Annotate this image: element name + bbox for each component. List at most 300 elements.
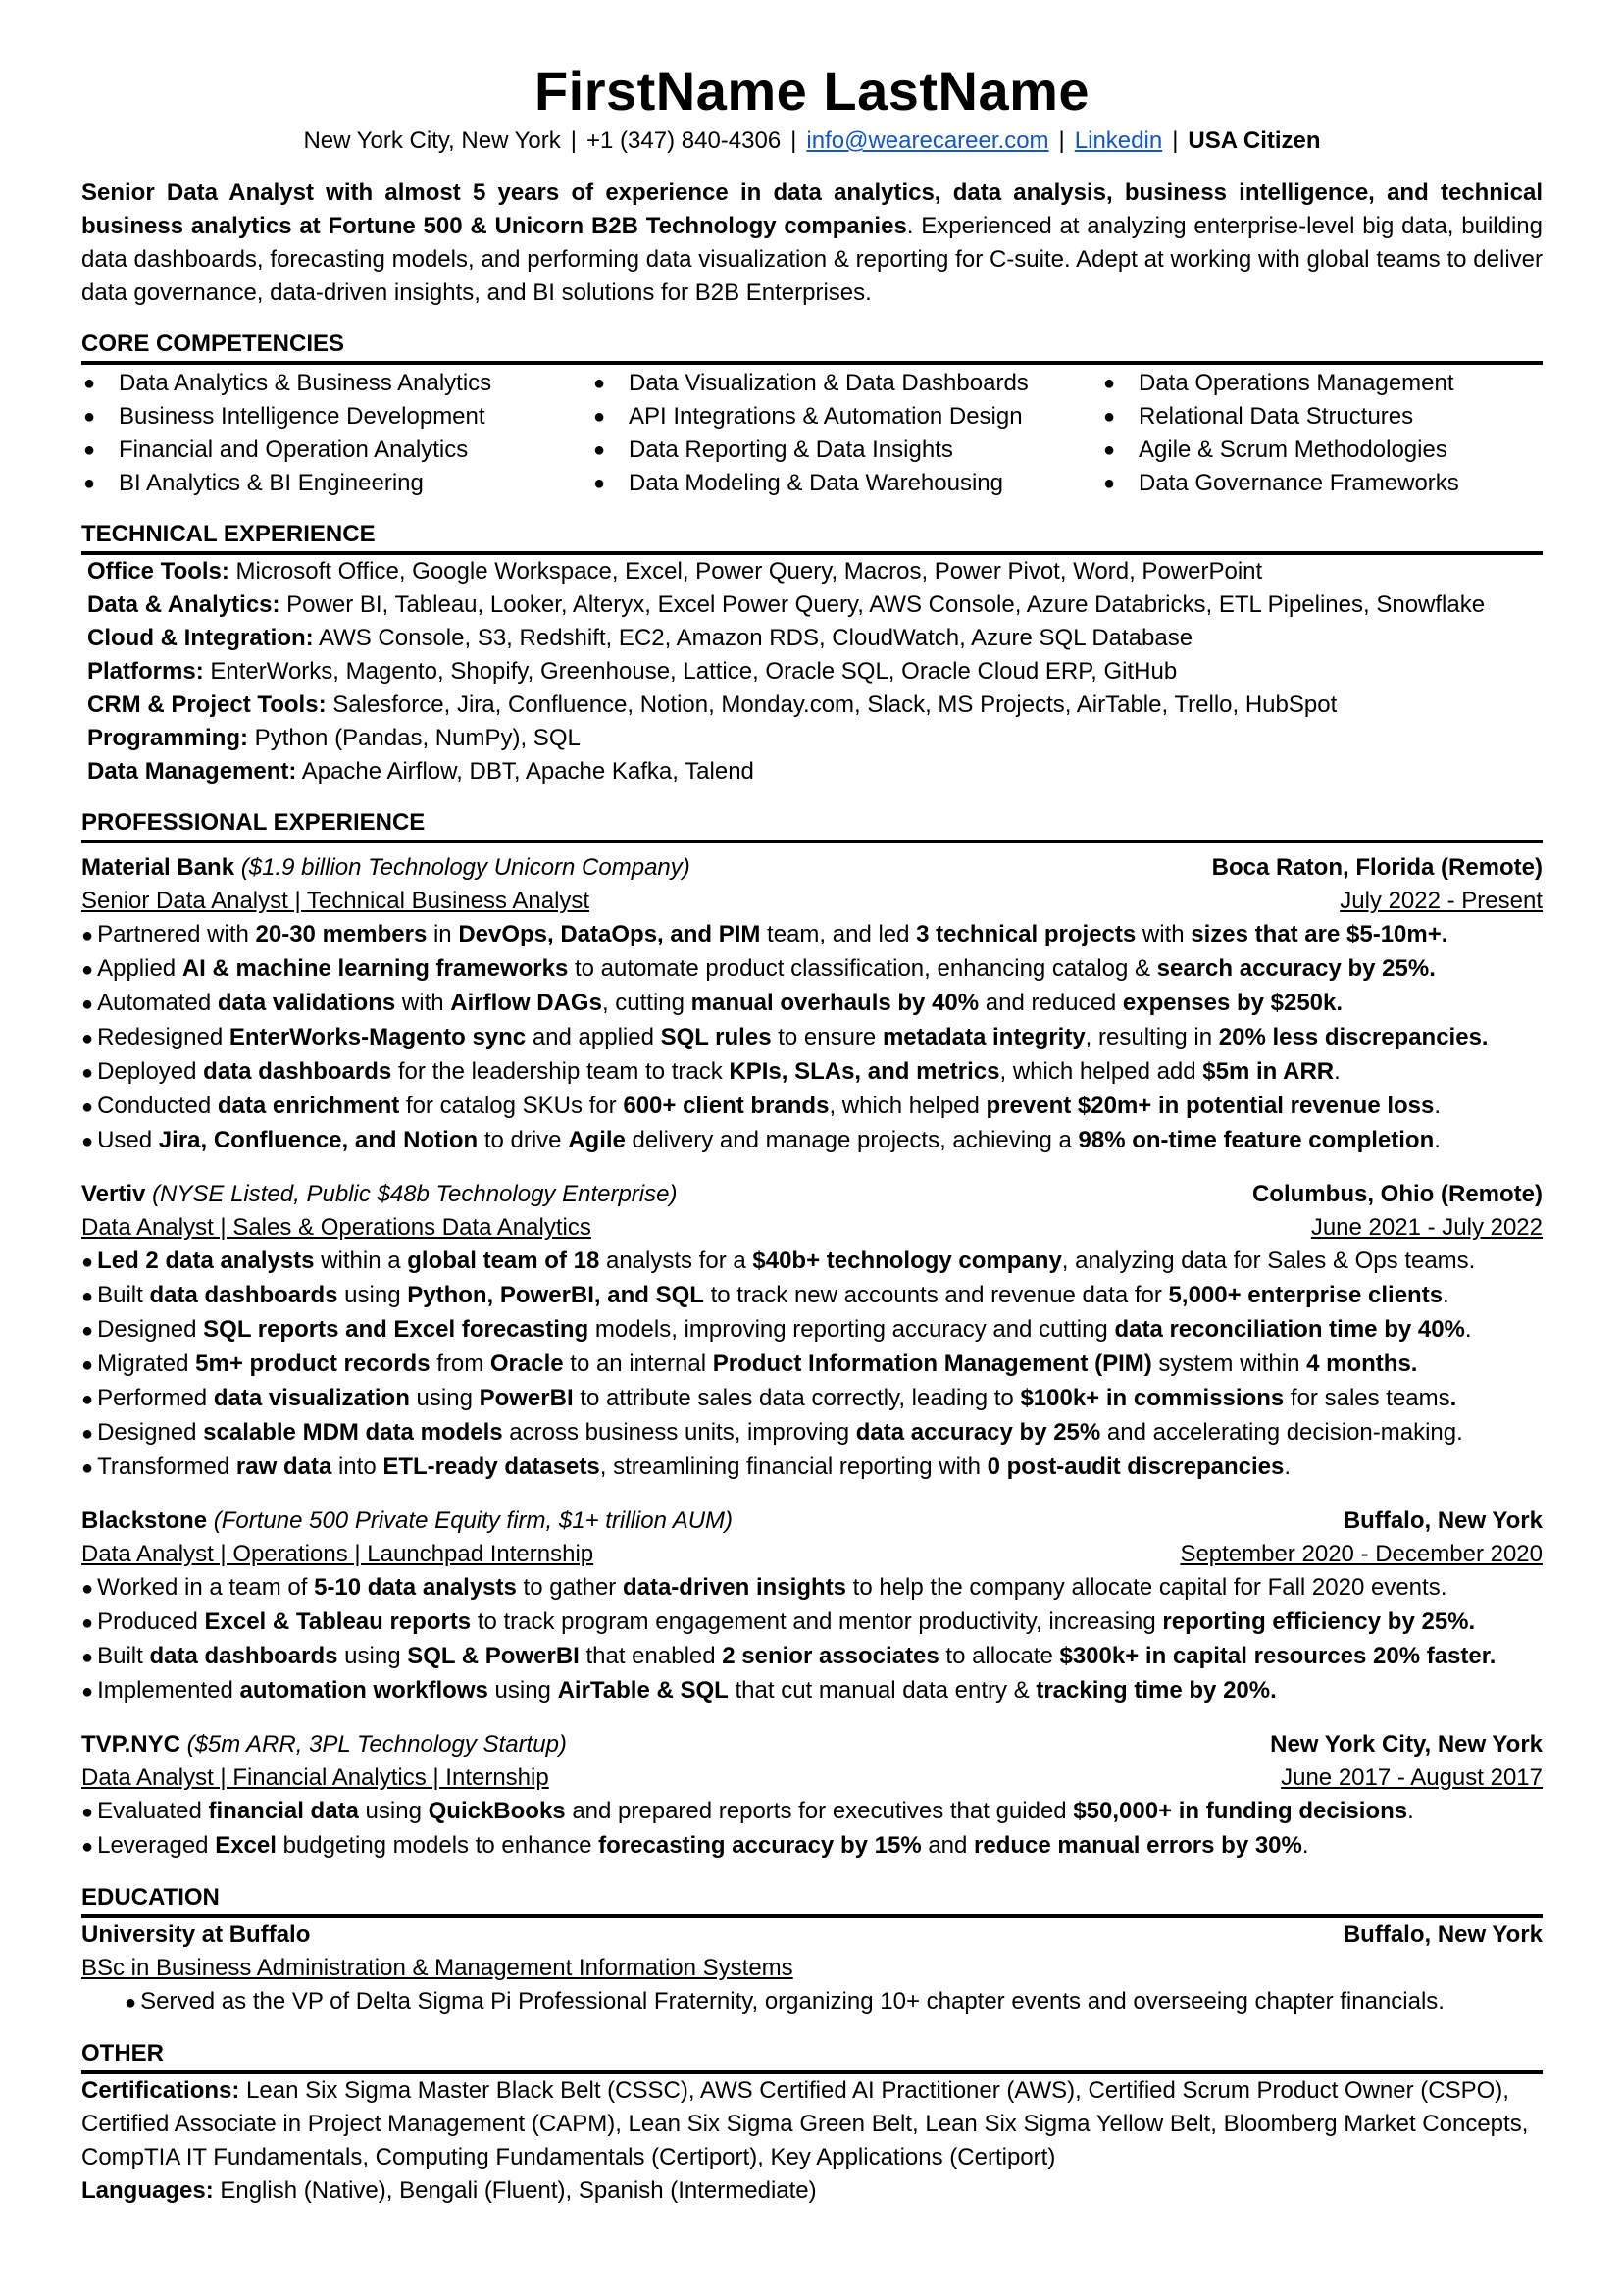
bullet-icon: ● <box>1103 373 1116 394</box>
job-location: Buffalo, New York <box>1343 1507 1543 1534</box>
company <box>81 1504 733 1538</box>
summary-rest: . Experienced at analyzing enterprise-level big data, building data dashboards, forecasting models, and performing data visualization & reporting for C-suite. Adept at working with global teams to deliver data governance, data-driven insights, and BI solutions for B2B Enterprises. <box>81 213 1543 306</box>
bullet-text: Built <box>97 1643 150 1669</box>
technical-label: Office Tools: <box>87 558 229 585</box>
bullet-text: Product Information Management (PIM) <box>712 1351 1152 1377</box>
job-bullet <box>81 1090 1543 1124</box>
bullet-text: reduce manual errors by 30% <box>974 1832 1302 1859</box>
job-header <box>81 1178 1543 1211</box>
bullet-text: Excel <box>215 1832 277 1859</box>
job-bullet <box>81 1313 1543 1348</box>
bullet-text: SQL reports and Excel forecasting <box>203 1316 589 1343</box>
bullet-text: and applied <box>526 1024 661 1050</box>
resume-page <box>81 57 1543 2208</box>
bullet-text: KPIs, SLAs, and metrics <box>729 1058 1000 1085</box>
job-header <box>81 851 1543 885</box>
job-bullet <box>81 1795 1543 1829</box>
bullet-text: that enabled <box>579 1643 723 1669</box>
bullet-text: financial data <box>208 1798 359 1824</box>
candidate-name: FirstName LastName <box>533 60 1091 122</box>
competency-text: Data Governance Frameworks <box>1139 470 1459 496</box>
bullet-text: forecasting accuracy by 15% <box>598 1832 922 1859</box>
competencies-grid <box>81 367 1543 500</box>
bullet-text: data dashboards <box>203 1058 392 1085</box>
bullet-text: metadata integrity <box>882 1024 1086 1050</box>
job-entry <box>81 1504 1543 1708</box>
bullet-text: tracking time by 20%. <box>1036 1677 1277 1704</box>
company-name: Material Bank <box>81 854 235 881</box>
separator: | <box>790 127 797 154</box>
job-title: Senior Data Analyst | Technical Business Analyst <box>81 888 590 914</box>
bullet-text: and prepared reports for executives that guided <box>565 1798 1074 1824</box>
bullet-text: Conducted <box>97 1093 218 1119</box>
technical-line <box>81 588 1543 622</box>
bullet-text: . <box>1449 1385 1457 1411</box>
bullet-text: reporting efficiency by 25%. <box>1162 1608 1476 1635</box>
bullet-text: Built <box>97 1282 150 1308</box>
competency-item <box>591 367 1101 400</box>
bullet-text: 0 post-audit discrepancies <box>987 1453 1285 1480</box>
bullet-icon: ● <box>81 1423 94 1445</box>
bullet-text: models, improving reporting accuracy and cutting <box>588 1316 1115 1343</box>
bullet-text: for the leadership team to track <box>391 1058 730 1085</box>
competency-item <box>1101 400 1543 433</box>
bullet-text: into <box>331 1453 383 1480</box>
citizenship-text: USA Citizen <box>1188 127 1321 154</box>
education-bullet <box>81 1985 1543 2019</box>
separator: | <box>1172 127 1179 154</box>
bullet-text: data dashboards <box>149 1643 338 1669</box>
competency-item <box>81 467 591 500</box>
section-title-education: EDUCATION <box>81 1883 1543 1918</box>
bullet-text: delivery and manage projects, achieving a <box>625 1127 1079 1153</box>
bullet-text: using <box>337 1643 408 1669</box>
job-bullet <box>81 1348 1543 1382</box>
bullet-text: Migrated <box>97 1351 196 1377</box>
technical-label: CRM & Project Tools: <box>87 691 327 718</box>
bullet-text: system within <box>1151 1351 1307 1377</box>
bullet-icon: ● <box>593 473 606 494</box>
bullet-icon: ● <box>593 406 606 428</box>
bullet-text: to an internal <box>563 1351 713 1377</box>
job-location: New York City, New York <box>1270 1731 1543 1758</box>
bullet-text: and <box>921 1832 975 1859</box>
bullet-icon: ● <box>81 1612 94 1634</box>
job-dates: June 2021 - July 2022 <box>1310 1214 1543 1241</box>
technical-line <box>81 688 1543 722</box>
location-text: New York City, New York <box>303 127 561 154</box>
competency-item <box>591 467 1101 500</box>
bullet-icon: ● <box>593 439 606 461</box>
bullet-text: and reduced <box>979 990 1123 1016</box>
bullet-text: analysts for a <box>599 1248 753 1274</box>
bullet-text: manual overhauls by 40% <box>690 990 980 1016</box>
bullet-text: $50,000+ in funding decisions <box>1073 1798 1408 1824</box>
bullet-text: across business units, improving <box>502 1419 856 1446</box>
languages-value: English (Native), Bengali (Fluent), Spanish (Intermediate) <box>213 2177 817 2204</box>
school-location: Buffalo, New York <box>1343 1921 1543 1948</box>
job-bullet <box>81 1382 1543 1416</box>
bullet-icon: ● <box>81 1320 94 1342</box>
company-descriptor: (NYSE Listed, Public $48b Technology Enterprise) <box>152 1181 678 1207</box>
bullet-text: 3 technical projects <box>916 921 1137 947</box>
bullet-icon: ● <box>83 373 96 394</box>
technical-line <box>81 722 1543 755</box>
competency-text: Financial and Operation Analytics <box>119 436 469 463</box>
bullet-text: Python, PowerBI, and SQL <box>407 1282 704 1308</box>
technical-label: Programming: <box>87 725 249 751</box>
bullet-text: global team of 18 <box>407 1248 600 1274</box>
bullet-text: , cutting <box>601 990 691 1016</box>
bullet-text: with <box>1136 921 1192 947</box>
job-entry <box>81 851 1543 1158</box>
bullet-icon: ● <box>81 1062 94 1084</box>
bullet-text: Oracle <box>489 1351 564 1377</box>
job-role-line <box>81 1761 1543 1795</box>
education-header <box>81 1918 1543 1952</box>
technical-line <box>81 655 1543 688</box>
bullet-text: Leveraged <box>97 1832 216 1859</box>
bullet-text: data visualization <box>213 1385 410 1411</box>
bullet-icon: ● <box>81 1286 94 1307</box>
bullet-text: that cut manual data entry & <box>728 1677 1037 1704</box>
bullet-text: for catalog SKUs for <box>399 1093 624 1119</box>
technical-value: Power BI, Tableau, Looker, Alteryx, Excel Power Query, AWS Console, Azure Databricks, ETL Pipelines, Snowflake <box>279 591 1486 618</box>
job-bullet <box>81 1021 1543 1055</box>
bullet-text: Worked in a team of <box>97 1574 315 1601</box>
bullet-text: 2 senior associates <box>722 1643 939 1669</box>
bullet-icon: ● <box>81 1389 94 1410</box>
bullet-text: to allocate <box>939 1643 1060 1669</box>
bullet-text: team, and led <box>760 921 917 947</box>
bullet-text: $100k+ in commissions <box>1020 1385 1285 1411</box>
bullet-text: in <box>427 921 459 947</box>
bullet-icon: ● <box>81 1836 94 1858</box>
competency-item <box>1101 367 1543 400</box>
bullet-text: DevOps, DataOps, and PIM <box>458 921 761 947</box>
bullet-text: prevent $20m+ in potential revenue loss <box>986 1093 1435 1119</box>
bullet-text: and accelerating decision-making. <box>1100 1419 1463 1446</box>
bullet-text: to gather <box>516 1574 623 1601</box>
job-bullet <box>81 1245 1543 1279</box>
job-bullet <box>81 1451 1543 1485</box>
company <box>81 851 690 885</box>
bullet-text: data dashboards <box>149 1282 338 1308</box>
job-bullet <box>81 1829 1543 1863</box>
email-link[interactable]: info@wearecareer.com <box>806 127 1049 154</box>
bullet-icon: ● <box>81 994 94 1015</box>
bullet-text: AI & machine learning frameworks <box>181 955 569 982</box>
languages-label: Languages: <box>81 2177 214 2204</box>
competency-item <box>591 400 1101 433</box>
professional-summary <box>81 177 1543 310</box>
bullet-icon: ● <box>593 373 606 394</box>
bullet-text: using <box>487 1677 558 1704</box>
competency-text: Data Visualization & Data Dashboards <box>629 370 1029 396</box>
bullet-text: data reconciliation time by 40% <box>1114 1316 1465 1343</box>
bullet-text: Transformed <box>97 1453 236 1480</box>
bullet-icon: ● <box>83 439 96 461</box>
bullet-text: 5-10 data analysts <box>314 1574 517 1601</box>
bullet-text: Automated <box>97 990 218 1016</box>
bullet-icon: ● <box>81 925 94 946</box>
job-header <box>81 1728 1543 1761</box>
bullet-text: data accuracy by 25% <box>855 1419 1101 1446</box>
bullet-text: , which helped <box>829 1093 987 1119</box>
bullet-text: data-driven insights <box>622 1574 846 1601</box>
bullet-text: AirTable & SQL <box>557 1677 729 1704</box>
bullet-text: Served as the VP of Delta Sigma Pi Professional Fraternity, organizing 10+ chapter events and overseeing chapter financials. <box>140 1988 1445 2014</box>
job-bullet <box>81 1674 1543 1708</box>
bullet-text: Designed <box>97 1316 204 1343</box>
competency-text: Relational Data Structures <box>1139 403 1414 430</box>
competency-text: BI Analytics & BI Engineering <box>119 470 424 496</box>
company-name: Blackstone <box>81 1507 208 1534</box>
technical-list <box>81 555 1543 789</box>
job-title: Data Analyst | Financial Analytics | Internship <box>81 1764 549 1791</box>
competency-text: Business Intelligence Development <box>119 403 485 430</box>
bullet-text: Applied <box>97 955 182 982</box>
separator: | <box>1058 127 1065 154</box>
competency-text: API Integrations & Automation Design <box>629 403 1023 430</box>
bullet-text: $5m in ARR <box>1202 1058 1335 1085</box>
languages <box>81 2174 1543 2208</box>
bullet-text: . <box>1301 1832 1309 1859</box>
bullet-text: . <box>1443 1282 1449 1308</box>
bullet-text: 5m+ product records <box>195 1351 431 1377</box>
job-entry <box>81 1178 1543 1485</box>
bullet-text: $300k+ in capital resources 20% faster. <box>1059 1643 1497 1669</box>
bullet-text: to help the company allocate capital for Fall 2020 events. <box>846 1574 1447 1601</box>
bullet-icon: ● <box>1103 406 1116 428</box>
competency-item <box>591 433 1101 467</box>
bullet-text: Led 2 data analysts <box>97 1248 315 1274</box>
job-entry <box>81 1728 1543 1863</box>
bullet-icon: ● <box>81 959 94 981</box>
bullet-icon: ● <box>81 1354 94 1376</box>
bullet-text: Airflow DAGs <box>450 990 602 1016</box>
bullet-text: data enrichment <box>217 1093 400 1119</box>
bullet-text: SQL & PowerBI <box>407 1643 580 1669</box>
competency-item <box>81 367 591 400</box>
job-role-line <box>81 1211 1543 1245</box>
bullet-icon: ● <box>81 1578 94 1600</box>
bullet-text: using <box>358 1798 429 1824</box>
bullet-text: to track program engagement and mentor productivity, increasing <box>471 1608 1163 1635</box>
bullet-text: Partnered with <box>97 921 256 947</box>
bullet-text: 600+ client brands <box>623 1093 830 1119</box>
bullet-text: automation workflows <box>239 1677 488 1704</box>
job-bullet <box>81 952 1543 987</box>
technical-value: EnterWorks, Magento, Shopify, Greenhouse, Lattice, Oracle SQL, Oracle Cloud ERP, GitHub <box>203 658 1178 685</box>
bullet-icon: ● <box>81 1681 94 1703</box>
bullet-text: data validations <box>217 990 396 1016</box>
bullet-text: Excel & Tableau reports <box>204 1608 472 1635</box>
competency-text: Data Analytics & Business Analytics <box>119 370 492 396</box>
bullet-text: 20% less discrepancies. <box>1218 1024 1489 1050</box>
bullet-text: 98% on-time feature completion <box>1078 1127 1435 1153</box>
bullet-text: . <box>1464 1316 1472 1343</box>
bullet-text: . <box>1434 1127 1441 1153</box>
certifications-label: Certifications: <box>81 2077 240 2104</box>
bullet-text: for sales teams <box>1284 1385 1450 1411</box>
bullet-text: using <box>409 1385 480 1411</box>
bullet-text: Produced <box>97 1608 205 1635</box>
bullet-text: QuickBooks <box>428 1798 566 1824</box>
technical-value: Python (Pandas, NumPy), SQL <box>248 725 581 751</box>
bullet-icon: ● <box>83 473 96 494</box>
bullet-text: , resulting in <box>1085 1024 1219 1050</box>
job-location: Columbus, Ohio (Remote) <box>1252 1181 1543 1207</box>
bullet-text: using <box>337 1282 408 1308</box>
bullet-icon: ● <box>1103 439 1116 461</box>
linkedin-link[interactable]: Linkedin <box>1074 127 1163 154</box>
bullet-text: 4 months. <box>1306 1351 1418 1377</box>
bullet-text: . <box>1434 1093 1442 1119</box>
competency-item <box>81 433 591 467</box>
job-bullet <box>81 1055 1543 1090</box>
separator: | <box>570 127 578 154</box>
job-title: Data Analyst | Operations | Launchpad Internship <box>81 1541 594 1567</box>
section-title-technical: TECHNICAL EXPERIENCE <box>81 520 1543 555</box>
technical-label: Data & Analytics: <box>87 591 280 618</box>
technical-line <box>81 555 1543 588</box>
bullet-icon: ● <box>81 1647 94 1668</box>
job-title: Data Analyst | Sales & Operations Data Analytics <box>81 1214 591 1241</box>
company-descriptor: (Fortune 500 Private Equity firm, $1+ trillion AUM) <box>213 1507 734 1534</box>
bullet-icon: ● <box>125 1992 137 2014</box>
bullet-text: 20-30 members <box>255 921 428 947</box>
technical-value: Salesforce, Jira, Confluence, Notion, Monday.com, Slack, MS Projects, AirTable, Trello, HubSpot <box>326 691 1338 718</box>
job-bullet <box>81 1640 1543 1674</box>
technical-line <box>81 755 1543 789</box>
bullet-text: Implemented <box>97 1677 240 1704</box>
job-bullet <box>81 1606 1543 1640</box>
bullet-icon: ● <box>83 406 96 428</box>
bullet-text: . <box>1407 1798 1414 1824</box>
degree-line <box>81 1952 1543 1985</box>
job-bullet <box>81 1279 1543 1313</box>
bullet-text: from <box>430 1351 490 1377</box>
company <box>81 1178 677 1211</box>
company-descriptor: ($5m ARR, 3PL Technology Startup) <box>186 1731 567 1758</box>
school-name: University at Buffalo <box>81 1921 311 1948</box>
company-name: TVP.NYC <box>81 1731 180 1758</box>
job-bullet <box>81 1416 1543 1451</box>
company-name: Vertiv <box>81 1181 146 1207</box>
company <box>81 1728 567 1761</box>
competency-text: Data Modeling & Data Warehousing <box>629 470 1003 496</box>
certifications-value: Lean Six Sigma Master Black Belt (CSSC), AWS Certified AI Practitioner (AWS), Certified Scrum Product Owner (CSPO), Certified Associate in Project Management (CAPM), Lean Six Sigma Green Belt, Lean Six Sigma Yellow Belt, Bloomberg Market Concepts, CompTIA IT Fundamentals, Computing Fundamentals (Certiport), Key Applications (Certiport) <box>81 2077 1529 2170</box>
bullet-text: PowerBI <box>479 1385 574 1411</box>
degree-text: BSc in Business Administration & Management Information Systems <box>81 1955 793 1981</box>
competency-item <box>81 400 591 433</box>
bullet-text: SQL rules <box>660 1024 772 1050</box>
section-title-experience: PROFESSIONAL EXPERIENCE <box>81 808 1543 843</box>
job-bullet <box>81 918 1543 952</box>
summary-bold: Senior Data Analyst with almost 5 years of experience in data analytics, data analysis, business intelligence, and technical business analytics at Fortune 500 & Unicorn B2B Technology companies <box>81 179 1543 239</box>
job-role-line <box>81 885 1543 918</box>
bullet-text: $40b+ technology company <box>752 1248 1062 1274</box>
bullet-text: Designed <box>97 1419 204 1446</box>
bullet-icon: ● <box>81 1457 94 1479</box>
bullet-text: within a <box>314 1248 408 1274</box>
job-bullet <box>81 1571 1543 1606</box>
bullet-text: Agile <box>568 1127 626 1153</box>
bullet-text: to automate product classification, enhancing catalog & <box>568 955 1157 982</box>
bullet-text: to ensure <box>771 1024 883 1050</box>
company-descriptor: ($1.9 billion Technology Unicorn Company) <box>240 854 690 881</box>
job-location: Boca Raton, Florida (Remote) <box>1211 854 1543 881</box>
bullet-text: , streamlining financial reporting with <box>599 1453 988 1480</box>
bullet-text: Performed <box>97 1385 214 1411</box>
bullet-text: Redesigned <box>97 1024 229 1050</box>
bullet-icon: ● <box>81 1131 94 1152</box>
bullet-text: . <box>1284 1453 1292 1480</box>
competency-text: Data Operations Management <box>1139 370 1454 396</box>
job-dates: September 2020 - December 2020 <box>1180 1541 1543 1567</box>
job-dates: July 2022 - Present <box>1340 888 1543 914</box>
bullet-text: ETL-ready datasets <box>382 1453 600 1480</box>
bullet-text: search accuracy by 25%. <box>1156 955 1436 982</box>
job-role-line <box>81 1538 1543 1571</box>
bullet-text: to drive <box>478 1127 569 1153</box>
bullet-text: sizes that are $5-10m+. <box>1191 921 1448 947</box>
bullet-text: . <box>1334 1058 1341 1085</box>
technical-line <box>81 622 1543 655</box>
competency-item <box>1101 467 1543 500</box>
competency-text: Data Reporting & Data Insights <box>629 436 953 463</box>
technical-value: AWS Console, S3, Redshift, EC2, Amazon RDS, CloudWatch, Azure SQL Database <box>313 625 1193 651</box>
job-bullet <box>81 1124 1543 1158</box>
bullet-text: budgeting models to enhance <box>276 1832 599 1859</box>
technical-value: Microsoft Office, Google Workspace, Excel, Power Query, Macros, Power Pivot, Word, PowerPoint <box>228 558 1263 585</box>
bullet-text: to track new accounts and revenue data for <box>703 1282 1169 1308</box>
experience-list <box>81 851 1543 1863</box>
bullet-text: Used <box>97 1127 159 1153</box>
bullet-icon: ● <box>1103 473 1116 494</box>
section-title-other: OTHER <box>81 2039 1543 2074</box>
technical-value: Apache Airflow, DBT, Apache Kafka, Talend <box>296 758 754 785</box>
phone-text: +1 (347) 840-4306 <box>586 127 782 154</box>
technical-label: Platforms: <box>87 658 204 685</box>
bullet-text: , which helped add <box>999 1058 1203 1085</box>
bullet-text: expenses by $250k. <box>1122 990 1344 1016</box>
bullet-text: raw data <box>235 1453 332 1480</box>
technical-label: Cloud & Integration: <box>87 625 314 651</box>
bullet-text: 5,000+ enterprise clients <box>1168 1282 1444 1308</box>
competency-text: Agile & Scrum Methodologies <box>1139 436 1447 463</box>
bullet-text: scalable MDM data models <box>203 1419 503 1446</box>
certifications <box>81 2074 1543 2174</box>
bullet-text: , analyzing data for Sales & Ops teams. <box>1061 1248 1476 1274</box>
bullet-text: Deployed <box>97 1058 204 1085</box>
bullet-text: Jira, Confluence, and Notion <box>158 1127 479 1153</box>
section-title-competencies: CORE COMPETENCIES <box>81 330 1543 365</box>
job-bullet <box>81 987 1543 1021</box>
bullet-icon: ● <box>81 1802 94 1823</box>
bullet-text: to attribute sales data correctly, leading to <box>573 1385 1021 1411</box>
bullet-icon: ● <box>81 1096 94 1118</box>
competency-item <box>1101 433 1543 467</box>
bullet-text: Evaluated <box>97 1798 209 1824</box>
bullet-text: EnterWorks-Magento sync <box>228 1024 527 1050</box>
technical-label: Data Management: <box>87 758 297 785</box>
bullet-icon: ● <box>81 1251 94 1273</box>
job-header <box>81 1504 1543 1538</box>
job-dates: June 2017 - August 2017 <box>1281 1764 1543 1791</box>
contact-line <box>81 126 1543 157</box>
